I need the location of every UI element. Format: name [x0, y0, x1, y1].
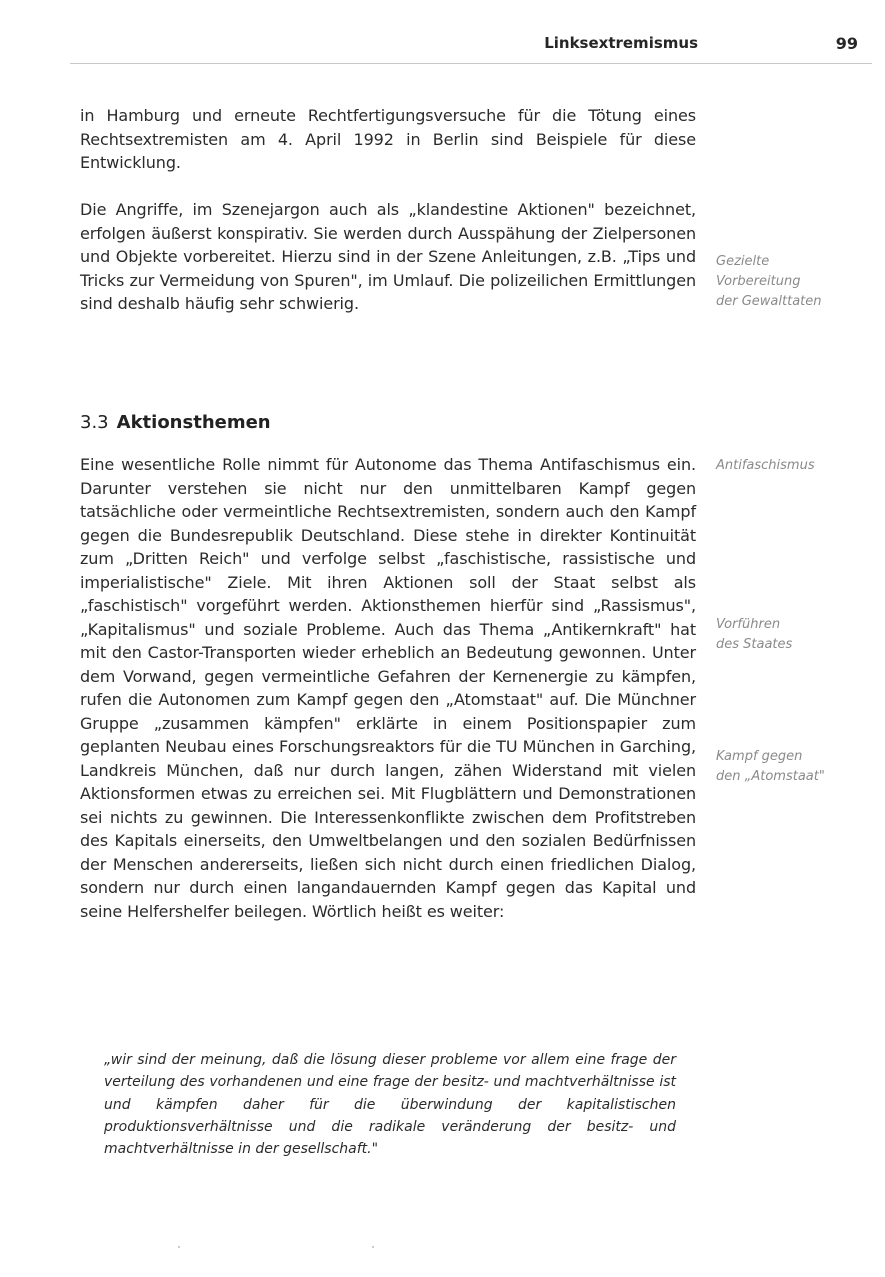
section-number: 3.3: [80, 412, 109, 433]
margin-note-kampf-gegen-atomstaat: Kampf gegen den „Atomstaat": [716, 749, 825, 784]
section-heading: [80, 412, 271, 433]
running-header-title: Linksextremismus: [544, 34, 698, 52]
margin-note-vorfuehren-des-staates: Vorführen des Staates: [716, 617, 793, 652]
header-rule: [70, 63, 872, 64]
margin-note-gezielte-vorbereitung: Gezielte Vorbereitung der Gewalttaten: [716, 254, 822, 309]
scan-speck: [372, 1246, 374, 1248]
paragraph-2: Die Angriffe, im Szenejargon auch als „klandestine Aktionen" bezeichnet, erfolgen äußerst konspirativ. Sie werden durch Ausspähung der Zielpersonen und Objekte vorbereitet. Hierzu sind in der Szene Anleitungen, z.B. „Tips und Tricks zur Vermeidung von Spuren", im Umlauf. Die polizeilichen Ermittlungen sind deshalb häufig sehr schwierig.: [80, 200, 696, 313]
section-title: Aktionsthemen: [116, 412, 271, 433]
margin-note-antifaschismus: Antifaschismus: [716, 458, 815, 473]
page-number: 99: [835, 34, 858, 53]
paragraph-3: Eine wesentliche Rolle nimmt für Autonome das Thema Antifaschismus ein. Darunter verstehen sie nicht nur den unmittelbaren Kampf gegen tatsächliche oder vermeintliche Rechtsextremisten, sondern auch den Kampf gegen die Bundesrepublik Deutschland. Diese stehe in direkter Kontinuität zum „Dritten Reich" und verfolge selbst „faschistische, rassistische und imperialistische" Ziele. Mit ihren Aktionen soll der Staat selbst als „faschistisch" vorgeführt werden. Aktionsthemen hierfür sind „Rassismus", „Kapitalismus" und soziale Probleme. Auch das Thema „Antikernkraft" hat mit den Castor-Transporten wieder erheblich an Bedeutung gewonnen. Unter dem Vorwand, gegen vermeintliche Gefahren der Kernenergie zu kämpfen, rufen die Autonomen zum Kampf gegen den „Atomstaat" auf. Die Münchner Gruppe „zusammen kämpfen" erklärte in einem Positionspapier zum geplanten Neubau eines Forschungsreaktors für die TU München in Garching, Landkreis München, daß nur durch langen, zähen Widerstand mit vielen Aktionsformen etwas zu erreichen sei. Mit Flugblättern und Demonstrationen sei nichts zu gewinnen. Die Interessenkonflikte zwischen dem Profitstreben des Kapitals einerseits, den Umweltbelangen und den sozialen Bedürfnissen der Menschen andererseits, ließen sich nicht durch einen friedlichen Dialog, sondern nur durch einen langandauernden Kampf gegen das Kapital und seine Helfershelfer beilegen. Wörtlich heißt es weiter:: [80, 455, 696, 921]
paragraph-1: in Hamburg und erneute Rechtfertigungsversuche für die Tötung eines Rechtsextremisten am 4. April 1992 in Berlin sind Beispiele für diese Entwicklung.: [80, 106, 696, 172]
scan-speck: [178, 1246, 180, 1248]
block-quote: „wir sind der meinung, daß die lösung dieser probleme vor allem eine frage der verteilung des vorhandenen und eine frage der besitz- und machtverhältnisse ist und kämpfen daher für die überwindung der kapitalistischen produktionsverhältnisse und die radikale veränderung der besitz- und machtverhältnisse in der gesellschaft.": [104, 1052, 676, 1158]
